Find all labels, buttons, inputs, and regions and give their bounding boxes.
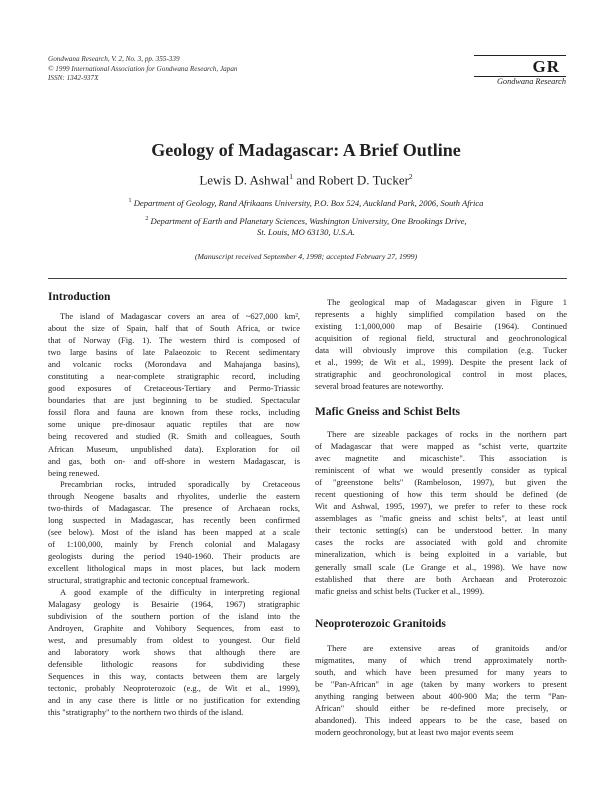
text-line: migmatites, many of which trend approximately north-	[315, 655, 567, 666]
logo-text: Gondwana Research	[496, 77, 566, 86]
author-and: and	[296, 172, 316, 188]
text-line: and laboratory work shows that although there are	[48, 647, 300, 658]
text-line: structural, stratigraphic and tectonic conceptual framework.	[48, 575, 250, 586]
text-line: of 1:100,000, mainly by French colonial and Malagasy	[48, 539, 300, 550]
text-line: (see below). Most of the island has been mapped at a scale	[48, 527, 300, 538]
article-title: Geology of Madagascar: A Brief Outline	[151, 140, 461, 160]
text-line: There are extensive areas of granitoids and/or	[327, 643, 567, 653]
text-line: African Museum, unpublished data). Exploration for oil	[48, 443, 300, 454]
journal-copyright-line: © 1999 International Association for Gondwana Research, Japan	[48, 64, 238, 73]
affiliation-2-sup: 2	[145, 216, 149, 222]
author-line	[0, 172, 612, 188]
text-line: mafic gneiss and schist belts (Tucker et al., 1999).	[315, 585, 485, 596]
text-line: and volcanic rocks (Morondava and Mahajanga basins),	[48, 359, 300, 370]
left-paragraph-2	[48, 478, 300, 586]
text-line: Sequences in this way, contacts between them are largely	[48, 671, 300, 682]
text-line: existing 1:1,000,000 map of Besairie (1964). Continued	[315, 321, 567, 332]
heading-mafic-gneiss: Mafic Gneiss and Schist Belts	[315, 406, 461, 418]
text-line: through Neogene basalts and rhyolites, underlie the eastern	[48, 491, 300, 502]
affiliation-2-line1: Department of Earth and Planetary Sciences, Washington University, One Brookings Drive,	[150, 215, 467, 226]
text-line: recent questioning of how this term should be defined (de	[315, 489, 567, 500]
text-line: geologists during the period 1940-1960. Their products are	[48, 551, 300, 562]
text-line: represents a highly simplified compilation based on the	[315, 309, 567, 320]
logo-mark: GR	[532, 57, 560, 76]
affiliation-2	[0, 213, 612, 227]
text-line: acquisition of regional field, structural and geochronological	[315, 333, 567, 344]
text-line: that of Norway (Fig. 1). The western third is composed of	[48, 335, 300, 346]
text-line: Malagasy geology is Besairie (1964, 1967) stratigraphic	[48, 599, 300, 610]
author-1-sup: 1	[289, 172, 293, 181]
header-rule	[48, 278, 567, 279]
text-line: The geological map of Madagascar given in Figure 1	[327, 297, 567, 307]
author-2-sup: 2	[408, 172, 413, 181]
text-line: mineralization, which is being exploited in a variable, but	[315, 549, 567, 560]
affiliation-1-sup: 1	[128, 198, 132, 204]
text-line: The island of Madagascar covers an area of ~627,000 km²,	[60, 311, 300, 321]
text-line: defensible lithologic reasons for subdividing these	[48, 659, 300, 670]
text-line: being renewed.	[48, 467, 100, 478]
text-line: several broad features are noteworthy.	[315, 381, 444, 392]
text-line: abandoned). This indeed appears to be the case, based on	[315, 715, 567, 726]
journal-logo	[474, 55, 566, 87]
journal-issn-line: ISSN: 1342-937X	[48, 74, 99, 82]
text-line: There are sizeable packages of rocks in the northern part	[327, 429, 567, 439]
text-line: data will obviously improve this compilation (e.g. Tucker	[315, 345, 567, 356]
logo-rule	[474, 55, 566, 56]
heading-neoproterozoic: Neoproterozoic Granitoids	[315, 618, 446, 630]
text-line: long suspected in Madagascar, has recently been confirmed	[48, 515, 300, 526]
journal-citation	[48, 55, 238, 84]
heading-introduction: Introduction	[48, 291, 111, 303]
text-line: reminiscent of what we would presently consider as typical	[315, 465, 567, 476]
text-line: cases the rocks are associated with gold and chromite	[315, 537, 567, 548]
affiliation-1-text: Department of Geology, Rand Afrikaans University, P.O. Box 524, Auckland Park, 2006, South Africa	[133, 197, 484, 208]
right-paragraph-2	[315, 428, 567, 597]
text-line: some unique pre-dinosaur aquatic reptiles that are now	[48, 419, 300, 430]
left-paragraph-1	[48, 310, 300, 479]
text-line: assemblages as "mafic gneiss and schist belts", at least until	[315, 513, 567, 524]
text-line: of "greenstone belts" (Rambeloson, 1997), but given the	[315, 477, 567, 488]
manuscript-dates: (Manuscript received September 4, 1998; accepted February 27, 1999)	[194, 252, 418, 261]
text-line: modern geochronology, but at least two major events seem	[315, 727, 514, 738]
text-line: boundaries that are just beginning to be studied. Spectacular	[48, 395, 300, 406]
text-line: Androyen, Graphite and Vohibory Sequences, from east to	[48, 623, 300, 634]
text-line: stratigraphic and geochronological control in most places,	[315, 369, 567, 380]
text-line: Precambrian rocks, intruded sporadically by Cretaceous	[60, 479, 300, 489]
right-paragraph-3	[315, 642, 567, 738]
text-line: two large basins of late Palaeozoic to Recent sedimentary	[48, 347, 300, 358]
text-line: about the size of Spain, half that of South Africa, or twice	[48, 323, 300, 334]
text-line: constituting a near-complete stratigraphic record, including	[48, 371, 300, 382]
text-line: anything ranging between about 400-900 Ma; the term "Pan-	[315, 691, 567, 702]
text-line: being recovered and studied (R. Smith and colleagues, South	[48, 431, 300, 442]
text-line: this "stratigraphy" to the northern two thirds of the island.	[48, 707, 244, 718]
right-paragraph-1	[315, 296, 567, 392]
text-line: south, and which have been presumed for many years to	[315, 667, 567, 678]
text-line: A good example of the difficulty in interpreting regional	[60, 587, 300, 597]
journal-citation-line: Gondwana Research, V. 2, No. 3, pp. 355-339	[48, 55, 180, 63]
text-line: and in any case there is little or no justification for extending	[48, 695, 300, 706]
affiliation-1	[0, 195, 612, 209]
text-line: et al., 1999; de Wit et al., 1999). Despite the present lack of	[315, 357, 567, 368]
text-line: of Madagascar that were mapped as "schist verte, quartzite	[315, 441, 567, 452]
text-line: their tectonic setting(s) can be understood better. In many	[315, 525, 567, 536]
left-paragraph-3	[48, 586, 300, 719]
text-line: excellent lithological maps in most places, but lack modern	[48, 563, 300, 574]
text-line: African" should either be re-defined more precisely, or	[315, 703, 567, 714]
author-1: Lewis D. Ashwal	[199, 172, 290, 188]
text-line: subdivision of the southern portion of the island into the	[48, 611, 300, 622]
affiliation-2-cont	[0, 226, 612, 238]
text-line: two-thirds of Madagascar. The presence of Archaean rocks,	[48, 503, 300, 514]
text-line: Wit and Ashwal, 1995, 1997), we prefer to refer to these rock	[315, 501, 567, 512]
text-line: be "Pan-African" in age (taken by many workers to present	[315, 679, 567, 690]
text-line: avec magnetite and micaschiste". This association is	[315, 453, 567, 464]
text-line: good exposures of Cretaceous-Tertiary and Permo-Triassic	[48, 383, 300, 394]
author-2: Robert D. Tucker	[318, 172, 409, 188]
text-line: fossil flora and fauna are known from these rocks, including	[48, 407, 300, 418]
text-line: and gas, both on- and off-shore in western Madagascar, is	[48, 455, 300, 466]
text-line: established that there are both Archaean and Proterozoic	[315, 573, 567, 584]
affiliation-2-line2: St. Louis, MO 63130, U.S.A.	[257, 227, 355, 237]
text-line: tectonic, probably Neoproterozoic (e.g., de Wit et al., 1999),	[48, 683, 300, 694]
text-line: west, and presumably from oldest to youngest. Our field	[48, 635, 300, 646]
text-line: generally small scale (Le Grange et al., 1998). We have now	[315, 561, 567, 572]
